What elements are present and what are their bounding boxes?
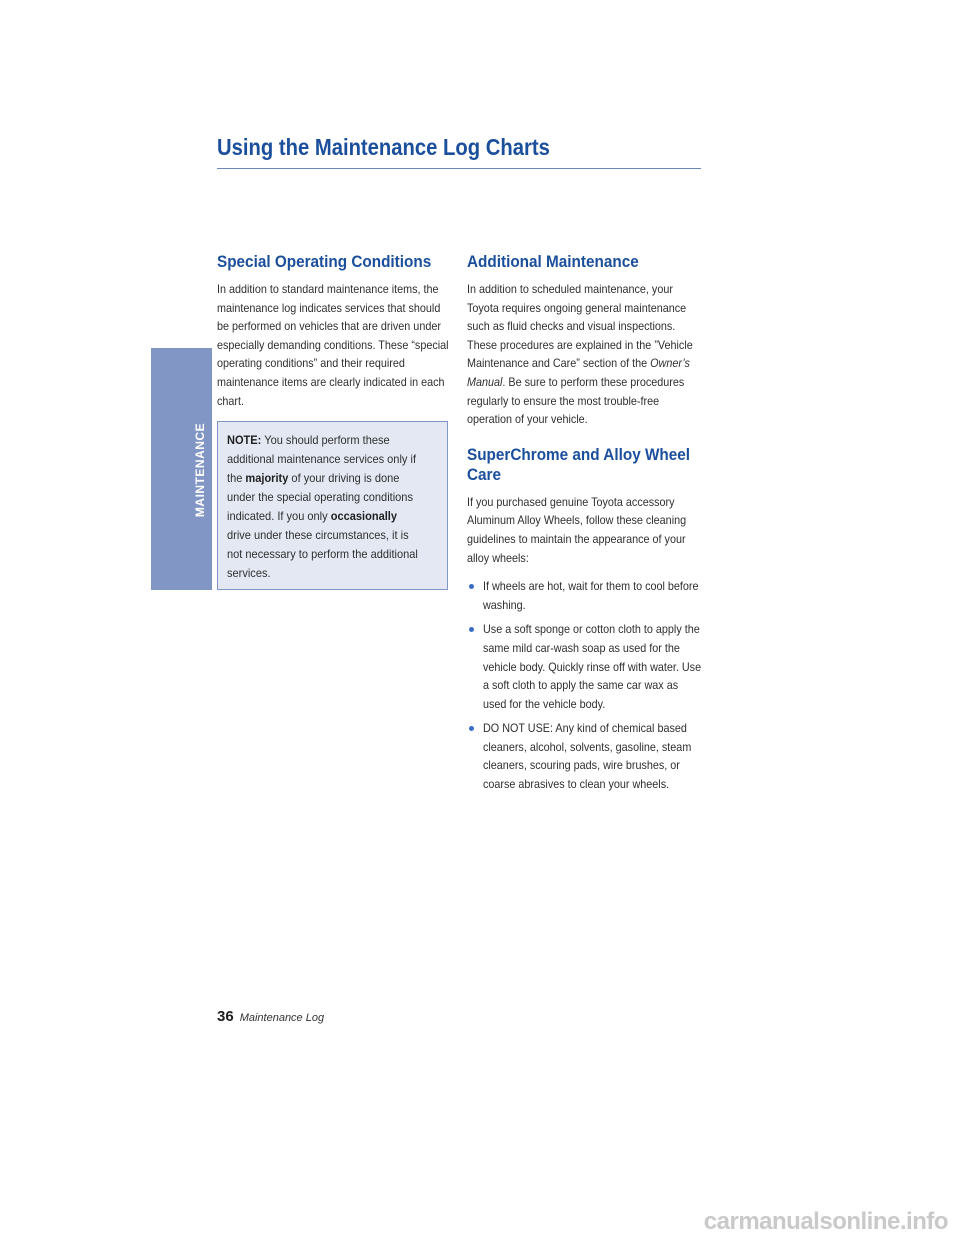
side-tab-label: MAINTENANCE [193,422,207,518]
bullet-dot-icon [469,584,474,589]
list-item-text: Use a soft sponge or cotton cloth to apply the same mild car-wash soap as used for the vehicle body. Quickly rinse off with water. Use a soft cloth to apply the same car wax as used for the vehicle body. [483,622,702,711]
note-text-2: of your driving is done under the special operating conditions indicated. If you only [227,471,413,523]
note-bold-majority: majority [245,471,289,485]
page-title: Using the Maintenance Log Charts [217,134,550,160]
bullet-dot-icon [469,627,474,632]
note-box [217,421,448,590]
bullet-dot-icon [469,726,474,731]
note-text-1: You should perform these additional maintenance services only if the [227,433,417,485]
note-bold-occasionally: occasionally [330,509,397,523]
additional-maintenance-heading: Additional Maintenance [467,252,639,271]
wheel-care-heading: SuperChrome and Alloy Wheel Care [467,444,691,484]
page-number: 36 [217,1008,234,1025]
list-item [467,620,703,713]
list-item-text: DO NOT USE: Any kind of chemical based cleaners, alcohol, solvents, gasoline, steam cleaners, scouring pads, wire brushes, or coarse abrasives to clean your wheels. [483,721,692,792]
title-divider [217,168,701,169]
note-label: NOTE: [227,433,262,447]
list-item-text: If wheels are hot, wait for them to cool before washing. [483,579,699,612]
additional-maintenance-body-2: . Be sure to perform these procedures regularly to ensure the most trouble-free operation of your vehicle. [467,374,685,427]
special-conditions-heading: Special Operating Conditions [217,252,432,271]
footer-label: Maintenance Log [239,1012,325,1024]
list-item [467,719,703,793]
note-text-3: drive under these circumstances, it is not necessary to perform the additional services. [227,528,418,580]
list-item [467,577,703,614]
owners-manual-title: Owner’s Manual [467,356,690,389]
right-column [467,252,703,800]
special-conditions-body: In addition to standard maintenance items, the maintenance log indicates services that should be performed on vehicles that are driven under especially demanding conditions. These “special operating conditions” and their required maintenance items are clearly indicated in each chart. [217,282,449,408]
note-text [227,431,422,583]
wheel-care-intro: If you purchased genuine Toyota accessory Aluminum Alloy Wheels, follow these cleaning guidelines to maintain the appearance of your alloy wheels: [467,494,687,565]
wheel-care-list [467,577,703,794]
additional-maintenance-body-1: In addition to scheduled maintenance, your Toyota requires ongoing general maintenance such as fluid checks and visual inspections. These procedures are explained in the ”Vehicle Maintenance and Care” section of the [467,282,693,371]
additional-maintenance-body [467,280,703,429]
watermark: carmanualsonline.info [703,1208,948,1235]
footer [217,1008,324,1026]
left-column [217,252,449,410]
